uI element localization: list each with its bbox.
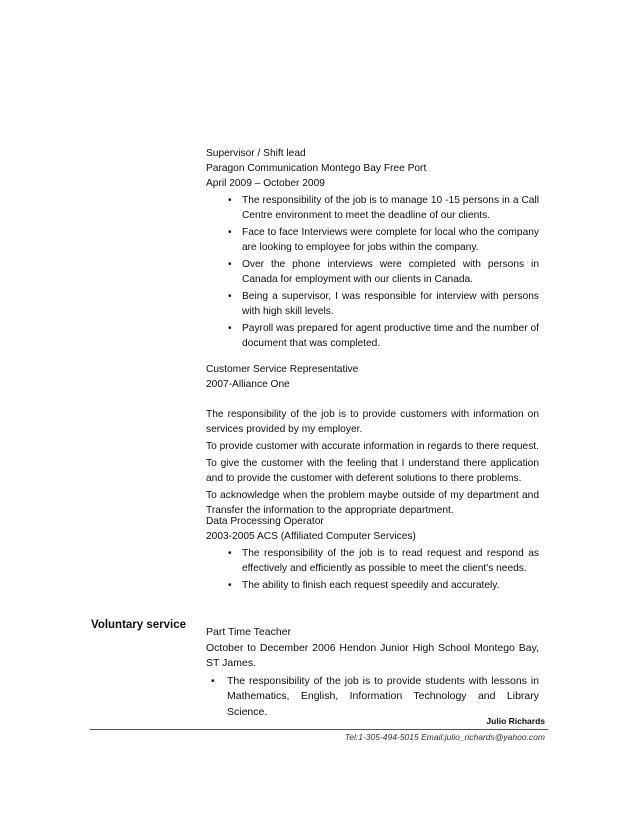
job-bullets (206, 546, 539, 593)
job-bullets (206, 193, 539, 351)
footer-name: Julio Richards (486, 716, 545, 726)
job-title: Data Processing Operator (206, 516, 324, 527)
job-paragon (206, 146, 539, 351)
job-company: 2007-Alliance One (206, 379, 290, 390)
list-item: • The responsibility of the job is to provide students with lessons in Mathematics, English, Information Technology and Library Science. (206, 674, 539, 721)
job-title: Part Time Teacher (206, 626, 292, 638)
job-title: Customer Service Representative (206, 364, 359, 375)
job-title: Supervisor / Shift lead (206, 148, 306, 159)
list-item: • Face to face Interviews were complete for local who the company are looking to employee for jobs within the company. (206, 225, 539, 255)
job-bullets (206, 674, 539, 721)
paragraph: The responsibility of the job is to provide customers with information on services provided by my employer. (206, 409, 539, 435)
footer-contact: Tel:1-305-494-5015 Email:julio_richards@yahoo.com (344, 732, 545, 742)
list-item: • Payroll was prepared for agent productive time and the number of document that was completed. (206, 321, 539, 351)
job-company: 2003-2005 ACS (Affiliated Computer Services) (206, 531, 416, 542)
job-alliance-duties (206, 407, 539, 518)
paragraph: To give the customer with the feeling that I understand there application and to provide the customer with deferent solutions to there problems. (206, 458, 539, 484)
job-details: October to December 2006 Hendon Junior High School Montego Bay, ST James. (206, 641, 539, 669)
list-item: • The responsibility of the job is to read request and respond as effectively and efficiently as possible to meet the client's needs. (206, 546, 539, 576)
voluntary-entry (206, 625, 539, 720)
section-heading-voluntary: Voluntary service (91, 619, 187, 631)
job-dates: April 2009 – October 2009 (206, 178, 325, 189)
job-company: Paragon Communication Montego Bay Free Port (206, 163, 427, 174)
list-item: • The responsibility of the job is to manage 10 -15 persons in a Call Centre environment to meet the deadline of our clients. (206, 193, 539, 223)
paragraph: To acknowledge when the problem maybe outside of my department and Transfer the information to the appropriate department. (206, 490, 539, 516)
list-item: • Over the phone interviews were completed with persons in Canada for employment with our clients in Canada. (206, 257, 539, 287)
list-item: • Being a supervisor, I was responsible for interview with persons with high skill levels. (206, 289, 539, 319)
paragraph: To provide customer with accurate information in regards to there request. (206, 441, 539, 452)
job-acs (206, 514, 539, 593)
list-item: • The ability to finish each request speedily and accurately. (206, 578, 539, 593)
job-alliance (206, 362, 539, 392)
footer-divider (90, 729, 548, 730)
